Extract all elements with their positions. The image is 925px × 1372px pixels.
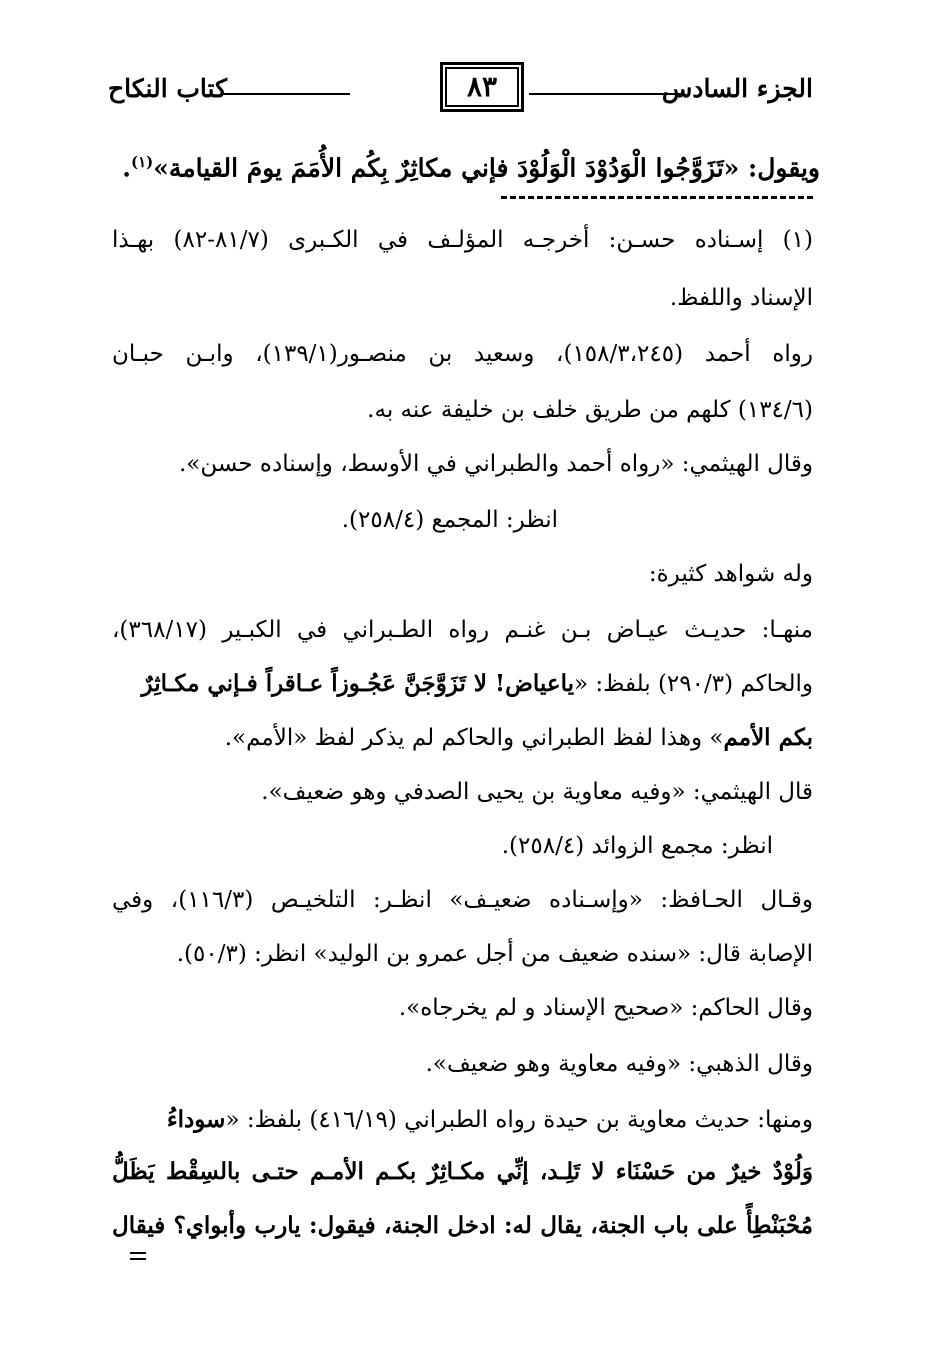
footnote-line <box>112 664 813 704</box>
page-number: ٨٣ <box>466 70 498 103</box>
volume-title: الجزء السادس <box>661 74 813 103</box>
footnote-line: منهـا: حديـث عيـاض بـن غنـم رواه الطـبراني في الكبـير (٣٦٨/١٧)، <box>112 617 813 643</box>
continuation-mark-text <box>128 1244 146 1270</box>
footnote-line <box>112 1100 813 1140</box>
page-number-box <box>440 62 524 112</box>
footnote-line: وقال الهيثمي: «رواه أحمد والطبراني في الأوسط، وإسناده حسن». <box>178 451 813 477</box>
footnote-marker: (١) <box>130 153 154 171</box>
footnote-line: انظر: المجمع (٢٥٨/٤). <box>341 507 558 533</box>
footnote-line: وقال الذهبي: «وفيه معاوية وهو ضعيف». <box>425 1051 813 1077</box>
footnote-separator <box>501 196 813 199</box>
hadith-quote: ياعياض! لا تَزَوَّجَنَّ عَجُـوزاً عـاقراً فـإني مكـاثِرٌ <box>141 670 575 697</box>
footnote-line <box>225 718 813 758</box>
footnote-line: وله شواهد كثيرة: <box>648 561 813 587</box>
footnote-line: وقال الحاكم: «صحيح الإسناد و لم يخرجاه». <box>398 995 813 1021</box>
book-title: كتاب النكاح <box>108 74 227 103</box>
footnote-line: وَلُوْدٌ خيرٌ من حَسْنَاء لا تَلِـد، إنِّي مكـاثِرٌ بكـم الأمـم حتـى بالسِقْط يَظَلُّ <box>112 1158 813 1185</box>
header-rule-right <box>529 93 681 95</box>
page-header <box>108 58 813 118</box>
footnote-line: رواه أحمد (١٥٨/٣،٢٤٥)، وسعيد بن منصـور(١٣٩/١)، وابـن حبـان <box>112 341 813 367</box>
footnote-line: مُحْبَنْطِأً على باب الجنة، يقال له: ادخل الجنة، فيقول: يارب وأبواي؟ فيقال <box>112 1212 813 1239</box>
footnote-line: (١٣٤/٦) كلهم من طريق خلف بن خليفة عنه به. <box>367 397 813 423</box>
footnote-line: وقـال الحـافظ: «وإسـناده ضعيـف» انظـر: التلخيـص (١١٦/٣)، وفي <box>112 887 813 913</box>
hadith-quote: بكم الأمم <box>723 724 813 751</box>
footnote-line: (١) إسـناده حسـن: أخرجـه المؤلـف في الكـبرى (٨١/٧-٨٢) بهـذا <box>112 227 813 253</box>
footnote-line: الإصابة قال: «سنده ضعيف من أجل عمرو بن الوليد» انظر: (٥٠/٣). <box>176 941 813 967</box>
footnote-line: قال الهيثمي: «وفيه معاوية بن يحيى الصدفي وهو ضعيف». <box>261 779 813 805</box>
hadith-quote: سوداءُ <box>166 1106 226 1133</box>
main-text <box>110 140 820 190</box>
header-rule-left <box>220 93 350 95</box>
footnote-line: الإسناد واللفظ. <box>669 285 813 311</box>
footnote-text: » وهذا لفظ الطبراني والحاكم لم يذكر لفظ «الأمم». <box>224 725 724 751</box>
footnote-text: ومنها: حديث معاوية بن حيدة رواه الطبراني (٤١٦/١٩) بلفظ: « <box>225 1107 813 1133</box>
hadith-text: ويقول: «تَزَوَّجُوا الْوَدُوْدَ الْوَلُوْدَ فإني مكاثِرٌ بِكُم الأُمَمَ يومَ القيامة» <box>153 153 820 183</box>
main-text-end: . <box>122 153 131 183</box>
footnote-text: والحاكم (٢٩٠/٣) بلفظ: « <box>574 671 813 697</box>
footnote-line: انظر: مجمع الزوائد (٢٥٨/٤). <box>501 833 773 859</box>
